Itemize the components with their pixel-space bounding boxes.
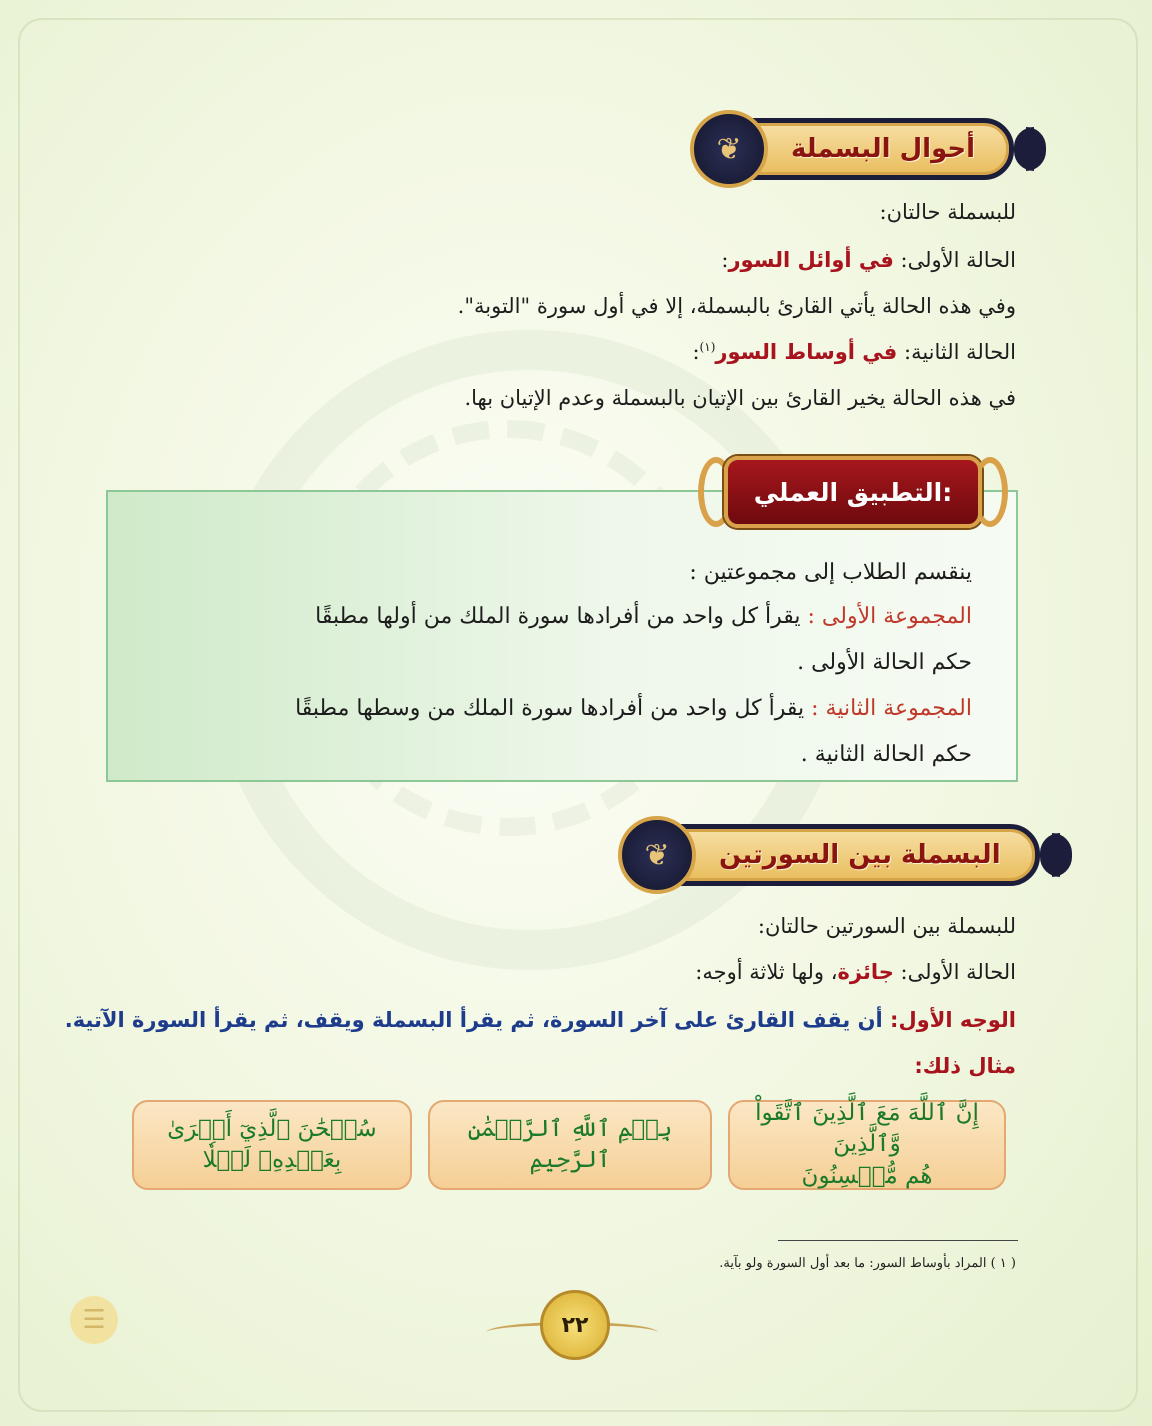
- case-label: الحالة الثانية:: [897, 340, 1016, 364]
- group1-text: يقرأ كل واحد من أفرادها سورة الملك من أولها مطبقًا: [315, 604, 808, 629]
- grape-vine-icon: ❦: [618, 816, 696, 894]
- example-label: [914, 1054, 1016, 1078]
- footnote-ref[interactable]: (١): [699, 340, 716, 354]
- section1-case2: [692, 340, 1016, 364]
- group2-cont: حكم الحالة الثانية .: [800, 742, 972, 767]
- way1-label: الوجه الأول:: [882, 1008, 1016, 1032]
- practical-banner: [688, 446, 1018, 538]
- publisher-logo-icon: ☰: [70, 1296, 118, 1344]
- group2-line: [295, 696, 972, 721]
- case-suffix: :: [721, 248, 729, 272]
- section2-case1: [695, 960, 1016, 984]
- footnote-divider: [778, 1240, 1018, 1241]
- grape-vine-icon: ❦: [690, 110, 768, 188]
- section2-intro: للبسملة بين السورتين حالتان:: [757, 914, 1016, 938]
- case-highlight: في أوساط السور: [715, 340, 898, 364]
- group2-label: المجموعة الثانية :: [811, 696, 972, 721]
- section-title-banner-1: [690, 112, 1046, 186]
- case-suffix: :: [692, 340, 700, 364]
- verse-line: هُم مُّحۡسِنُونَ: [801, 1162, 933, 1189]
- way1-text: أن يقف القارئ على آخر السورة، ثم يقرأ البسملة ويقف، ثم يقرأ السورة الآتية.: [64, 1008, 883, 1032]
- case-label: الحالة الأولى:: [893, 248, 1016, 272]
- case-highlight: جائزة: [837, 960, 894, 984]
- banner-plate: [650, 824, 1040, 886]
- case-suffix: ، ولها ثلاثة أوجه:: [695, 960, 838, 984]
- footnote: ( ١ ) المراد بأوساط السور: ما بعد أول السورة ولو بآية.: [719, 1256, 1016, 1271]
- verse-text: بِسۡمِ ٱللَّهِ ٱلرَّحۡمَٰنِ ٱلرَّحِيمِ: [467, 1115, 673, 1173]
- practical-title: التطبيق العملي:: [753, 477, 953, 507]
- verse-text: [742, 1098, 992, 1191]
- section1-intro: للبسملة حالتان:: [879, 200, 1016, 224]
- example-label-text: مثال ذلك:: [914, 1054, 1016, 1078]
- way1-line: [65, 1008, 1016, 1032]
- group1-cont: حكم الحالة الأولى .: [797, 650, 972, 675]
- section-title-banner-2: [618, 818, 1072, 892]
- verse-text: سُبۡحَٰنَ ٱلَّذِيٓ أَسۡرَىٰ بِعَبۡدِهِۦ لَيۡلٗا: [167, 1115, 377, 1173]
- verse-card-left: [132, 1100, 412, 1190]
- scroll-curl-icon: [972, 457, 1008, 527]
- practical-intro: ينقسم الطلاب إلى مجموعتين :: [689, 560, 972, 585]
- banner-cap: [1040, 833, 1060, 877]
- verse-card-right: [728, 1100, 1006, 1190]
- page-number: ٢٢: [540, 1290, 610, 1360]
- case-label: الحالة الأولى:: [893, 960, 1016, 984]
- section-title: البسملة بين السورتين: [719, 840, 1001, 870]
- group1-label: المجموعة الأولى :: [807, 604, 972, 629]
- group1-line: [315, 604, 972, 629]
- banner-cap: [1014, 127, 1034, 171]
- group2-text: يقرأ كل واحد من أفرادها سورة الملك من وسطها مطبقًا: [295, 696, 812, 721]
- case-highlight: في أوائل السور: [728, 248, 894, 272]
- section1-case2-text: في هذه الحالة يخير القارئ بين الإتيان بالبسملة وعدم الإتيان بها.: [464, 386, 1016, 410]
- section1-case1: [721, 248, 1016, 272]
- section1-case1-text: وفي هذه الحالة يأتي القارئ بالبسملة، إلا في أول سورة "التوبة".: [457, 294, 1016, 318]
- section-title: أحوال البسملة: [791, 134, 976, 164]
- verse-line: إِنَّ ٱللَّهَ مَعَ ٱلَّذِينَ ٱتَّقَواْ وَّٱلَّذِينَ: [755, 1100, 979, 1158]
- practical-banner-scroll: [724, 456, 982, 528]
- verse-card-middle: [428, 1100, 712, 1190]
